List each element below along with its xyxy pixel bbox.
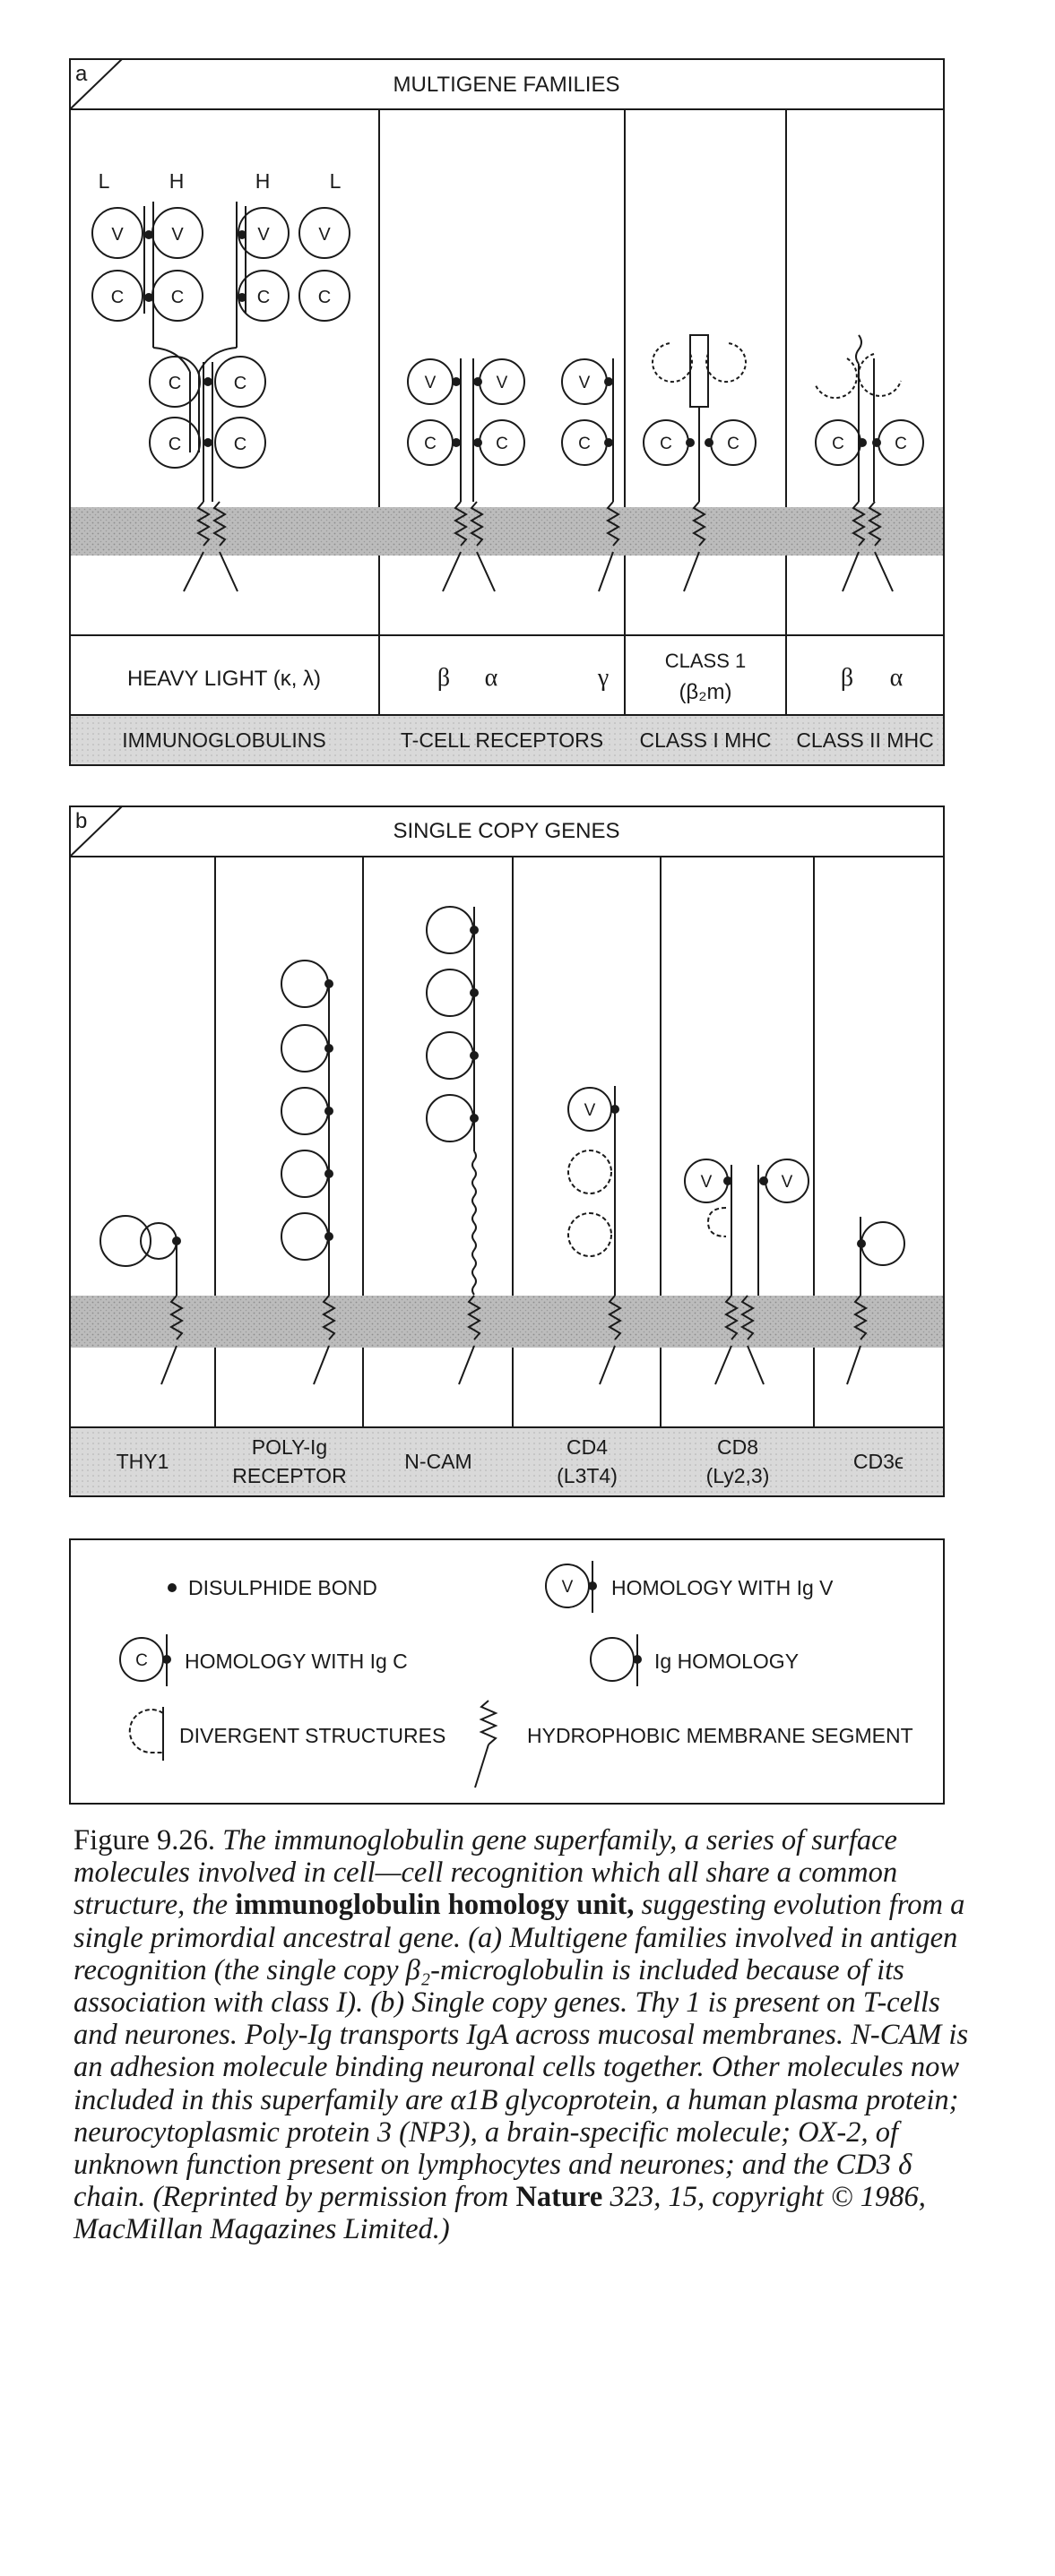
ig-label-l-left: L — [98, 169, 110, 193]
tcr-alpha-label: α — [484, 664, 498, 692]
class1-label-line1: CLASS 1 — [664, 650, 747, 672]
molecule-name-cd8: CD8 — [716, 1435, 759, 1459]
legend-divergent-label: DIVERGENT STRUCTURES — [179, 1724, 446, 1747]
caption-text-part2: suggesting evolution from a single primordial ancestral gene. (a) Multigene families involved in antigen recognition (the single copy β₂-microglobulin is included because of its association with class I). (b) Single copy genes. Thy 1 is present on T-cells and neurones. Poly-Ig transports IgA across mucosal membranes. N-CAM is an adhesion molecule binding neuronal cells together. Other molecules now included in this superfamily are α1B glycoprotein, a human plasma protein; neurocytoplasmic protein 3 (NP3), a brain-specific molecule; OX-2, of unknown function present on lymphocytes and neurones; and the CD3 δ chain. (Reprinted by permission from — [74, 1889, 969, 2214]
domain-letter-v: V — [171, 225, 184, 245]
hydrophobic-segment-icon — [481, 1701, 496, 1745]
family-class-1-mhc: CLASS I MHC — [639, 728, 772, 752]
domain-letter-c: C — [578, 435, 591, 453]
domain-letter-c: C — [110, 288, 125, 307]
domain-letter-v: V — [561, 1578, 574, 1597]
domain-letter-c: C — [895, 435, 907, 453]
family-t-cell-receptors: T-CELL RECEPTORS — [400, 728, 604, 752]
molecule-name-cd4: CD4 — [566, 1435, 609, 1459]
legend-homology-c-label: HOMOLOGY WITH Ig C — [185, 1650, 408, 1673]
ig-chain-text: HEAVY LIGHT (κ, λ) — [126, 667, 322, 691]
family-class-2-mhc: CLASS II MHC — [796, 728, 934, 752]
domain-letter-v: V — [257, 225, 270, 245]
domain-letter-c: C — [168, 374, 182, 393]
panel-b-tag: b — [75, 809, 88, 833]
ig-label-l-right: L — [329, 169, 342, 193]
figure-caption — [74, 1824, 970, 2246]
tcr-domain-letters — [424, 374, 591, 453]
molecule-name-cd4-line2: (L3T4) — [557, 1464, 618, 1487]
panel-multigene-families — [70, 59, 944, 765]
mhc2-domain-letters — [832, 435, 907, 453]
domain-letter-c: C — [256, 288, 271, 307]
molecule-name-poly-ig: POLY-Ig — [251, 1435, 328, 1459]
domain-letter-c: C — [424, 435, 437, 453]
panel-a-title: MULTIGENE FAMILIES — [393, 73, 620, 97]
legend-homology-v-label: HOMOLOGY WITH Ig V — [611, 1576, 834, 1599]
panel-b-title: SINGLE COPY GENES — [393, 819, 620, 843]
caption-text-part3: 323, 15, copyright © 1986, MacMillan Magazines Limited.) — [74, 2181, 926, 2246]
class1-label-line2: (β₂m) — [679, 680, 732, 704]
molecule-name-cd3e: CD3ϵ — [852, 1450, 904, 1473]
caption-figure-number: Figure 9.26. — [74, 1824, 215, 1857]
membrane-band-b — [71, 1296, 943, 1348]
domain-letter-c: C — [168, 435, 182, 454]
domain-letter-v: V — [584, 1101, 596, 1120]
legend-ig-homology-label: Ig HOMOLOGY — [654, 1650, 800, 1673]
domain-letter-c: C — [660, 435, 672, 453]
domain-letter-v: V — [496, 374, 508, 392]
cd8-bonds — [723, 1176, 768, 1185]
panel-single-copy-genes — [70, 806, 944, 1496]
mhc2-beta-label: β — [840, 664, 854, 692]
domain-letter-v: V — [318, 225, 331, 245]
ig-chain-labels — [99, 169, 342, 193]
mhc2-disulphide-bonds — [858, 438, 881, 447]
panel-a-tag: a — [75, 62, 88, 86]
tcr-beta-label: β — [437, 664, 451, 692]
divergent-structure-icon — [130, 1710, 163, 1753]
domain-letter-c: C — [317, 288, 332, 307]
tcr-gamma-label: γ — [597, 664, 610, 692]
molecule-name-poly-ig-line2: RECEPTOR — [232, 1464, 347, 1487]
caption-journal: Nature — [515, 2181, 603, 2214]
domain-letter-c: C — [233, 435, 247, 454]
domain-letter-c: C — [233, 374, 247, 393]
family-immunoglobulins: IMMUNOGLOBULINS — [122, 728, 326, 752]
cd8-molecule — [685, 1159, 809, 1384]
legend-labels — [179, 1576, 913, 1747]
domain-letter-c: C — [170, 288, 185, 307]
molecule-name-thy1: THY1 — [116, 1450, 169, 1473]
caption-text-part1: The immunoglobulin gene superfamily, a series of surface molecules involved in cell—cell recognition which all share a common structure, the — [74, 1824, 898, 1922]
molecule-band-b — [71, 1428, 943, 1495]
domain-letter-c: C — [832, 435, 844, 453]
domain-letter-c: C — [496, 435, 508, 453]
t-cell-receptor-molecules — [408, 358, 618, 591]
legend-hydrophobic-label: HYDROPHOBIC MEMBRANE SEGMENT — [527, 1724, 913, 1747]
cd4-bond — [610, 1105, 619, 1114]
ig-homology-symbol-icon — [591, 1638, 634, 1681]
domain-letter-c: C — [135, 1651, 148, 1670]
ig-label-h-right: H — [255, 169, 271, 193]
molecule-name-n-cam: N-CAM — [404, 1450, 472, 1473]
legend-disulphide-label: DISULPHIDE BOND — [188, 1576, 377, 1599]
domain-letter-v: V — [781, 1173, 793, 1192]
caption-bold-term: immunoglobulin homology unit, — [235, 1889, 635, 1922]
domain-letter-c: C — [727, 435, 739, 453]
ig-disulphide-bonds — [144, 230, 246, 447]
domain-letter-v: V — [578, 374, 591, 392]
thy1-bond — [172, 1236, 181, 1245]
cd3e-bond — [857, 1239, 866, 1248]
disulphide-bond-icon — [168, 1583, 177, 1592]
molecule-name-cd8-line2: (Ly2,3) — [705, 1464, 770, 1487]
ig-label-h-left: H — [169, 169, 185, 193]
domain-letter-v: V — [111, 225, 124, 245]
domain-letter-v: V — [700, 1173, 713, 1192]
domain-letter-v: V — [424, 374, 437, 392]
mhc2-alpha-label: α — [889, 664, 904, 692]
